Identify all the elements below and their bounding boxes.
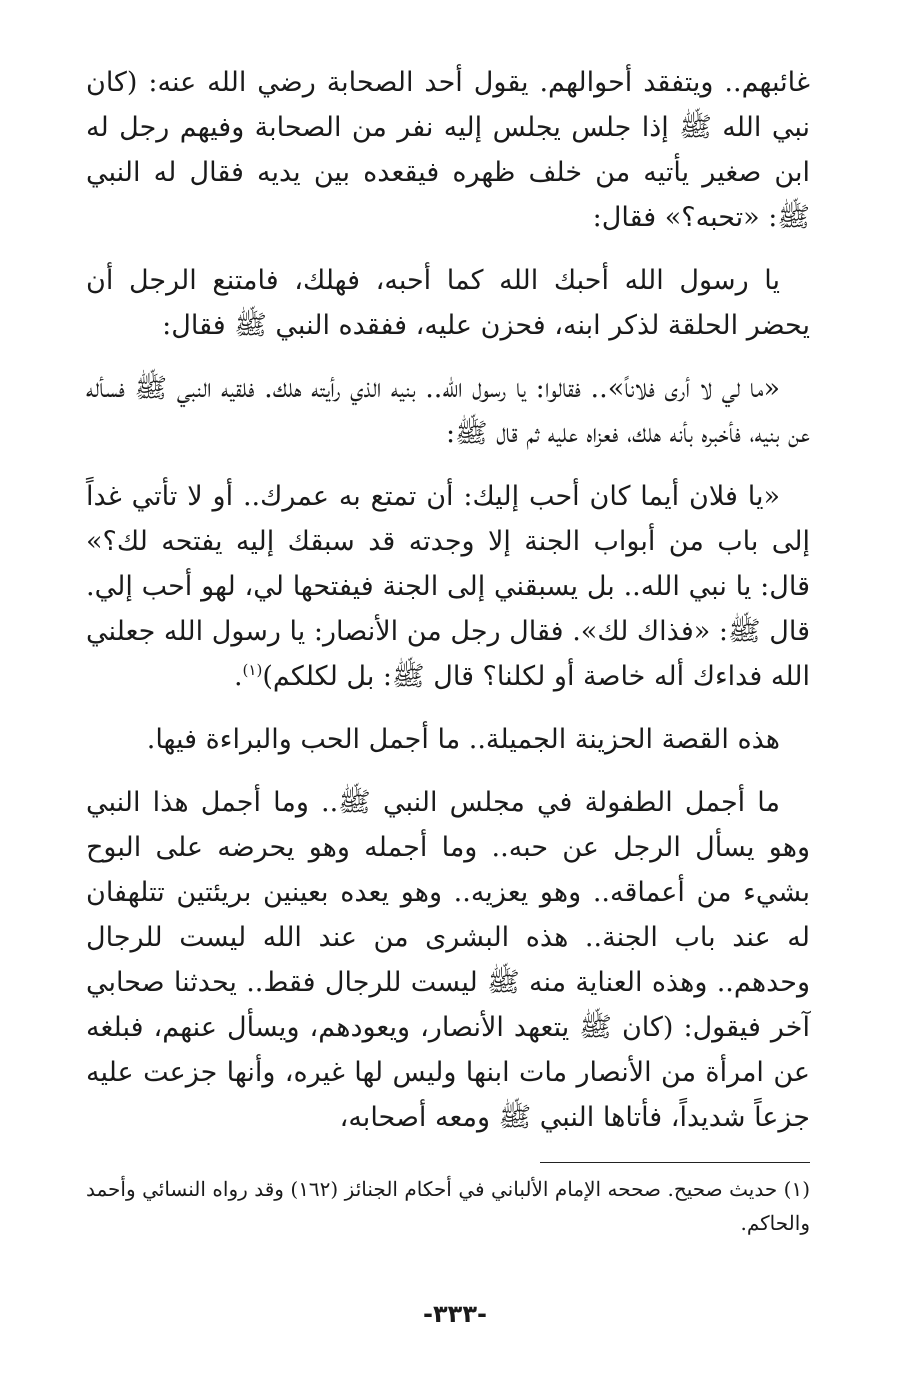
- footnote: (١) حديث صحيح. صححه الإمام الألباني في أحكام الجنائز (١٦٢) وقد رواه النسائي وأحمد والحاكم.: [86, 1177, 810, 1235]
- page-body: [86, 60, 810, 1140]
- footnote-divider: [540, 1162, 810, 1163]
- paragraph-1: غائبهم.. ويتفقد أحوالهم. يقول أحد الصحابة رضي الله عنه: (كان نبي الله ﷺ إذا جلس يجلس إليه نفر من الصحابة وفيهم رجل له ابن صغير يأتيه من خلف ظهره فيقعده بين يديه فقال له النبي ﷺ: «تحبه؟» فقال:: [86, 67, 810, 233]
- paragraph-4-end: .: [233, 661, 243, 692]
- paragraph-4-text: «يا فلان أيما كان أحب إليك: أن تمتع به عمرك.. أو لا تأتي غداً إلى باب من أبواب الجنة إلا وجدته قد سبقك إليه يفتحه لك؟» قال: يا نبي الله.. بل يسبقني إلى الجنة فيفتحها لي، لهو أحب إلي. قال ﷺ: «فذاك لك». فقال رجل من الأنصار: يا رسول الله جعلني الله فداءك أله خاصة أو لكلنا؟ قال ﷺ: بل لكلكم): [86, 481, 810, 692]
- paragraph-4: [86, 474, 810, 699]
- paragraph-2: يا رسول الله أحبك الله كما أحبه، فهلك، فامتنع الرجل أن يحضر الحلقة لذكر ابنه، فحزن عليه، ففقده النبي ﷺ فقال:: [86, 265, 810, 341]
- paragraph-6: ما أجمل الطفولة في مجلس النبي ﷺ.. وما أجمل هذا النبي وهو يسأل الرجل عن حبه.. وما أجمله وهو يحرضه على البوح بشيء من أعماقه.. وهو يعزيه.. وهو يعده بعينين بريئتين تتلهفان له عند باب الجنة.. هذه البشرى من عند الله ليست للرجال وحدهم.. وهذه العناية منه ﷺ ليست للرجال فقط.. يحدثنا صحابي آخر فيقول: (كان ﷺ يتعهد الأنصار، ويعودهم، ويسأل عنهم، فبلغه عن امرأة من الأنصار مات ابنها وليس لها غيره، وأنها جزعت عليه جزعاً شديداً، فأتاها النبي ﷺ ومعه أصحابه،: [86, 787, 810, 1133]
- paragraph-3: «ما لي لا أرى فلاناً».. فقالوا: يا رسول الله.. بنيه الذي رأيته هلك. فلقيه النبي ﷺ فسأله عن بنيه، فأخبره بأنه هلك، فعزاه عليه ثم قال ﷺ:: [86, 373, 810, 449]
- footnote-reference: (١): [242, 661, 263, 679]
- page-number: -٣٣٣-: [423, 1300, 487, 1328]
- paragraph-5: هذه القصة الحزينة الجميلة.. ما أجمل الحب والبراءة فيها.: [146, 724, 780, 755]
